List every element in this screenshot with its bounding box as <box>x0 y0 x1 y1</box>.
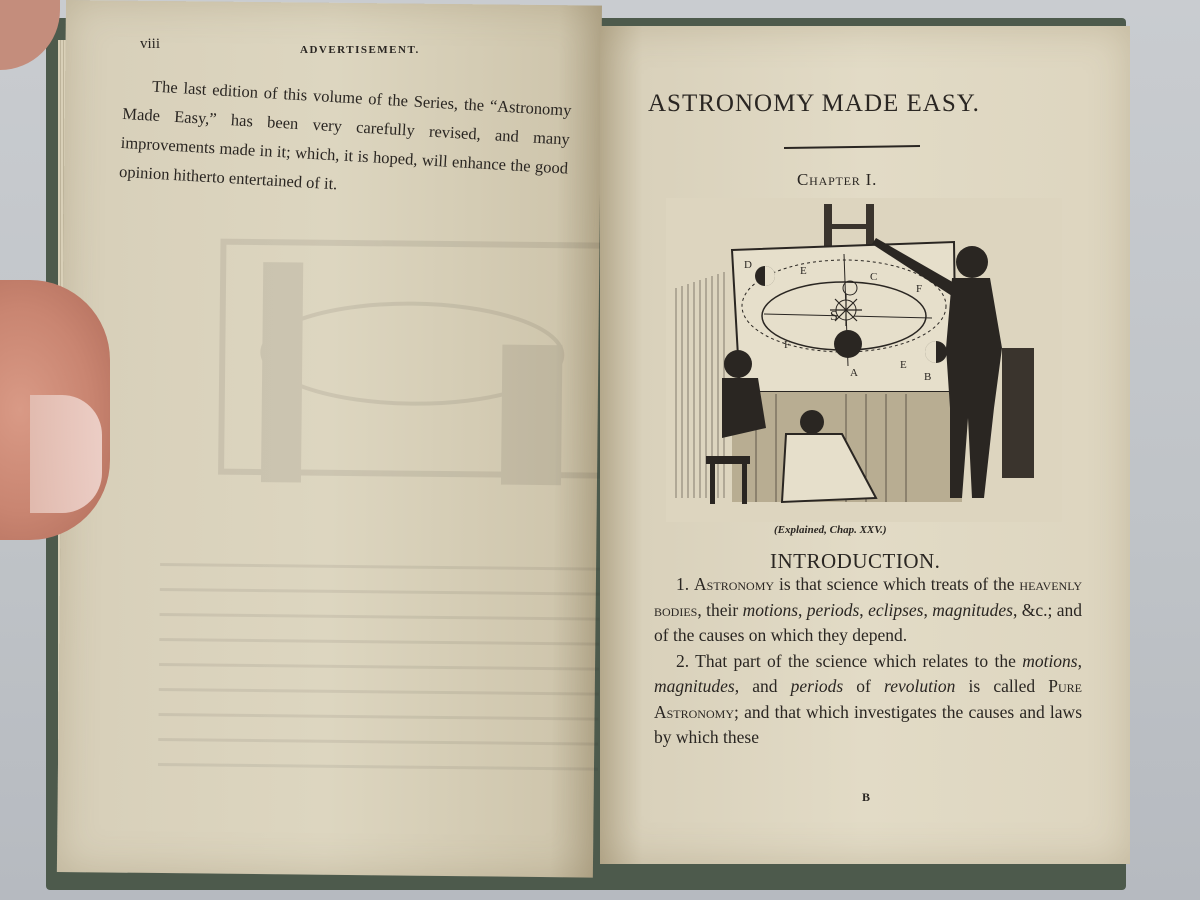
italic-term: periods <box>790 676 844 696</box>
italic-term: motions <box>742 599 799 620</box>
text-run: , <box>798 599 807 620</box>
text-run: , their <box>697 599 743 620</box>
text-run: , <box>1077 650 1082 671</box>
chapter-heading: Chapter I. <box>797 170 878 189</box>
text-run: , <box>923 599 933 620</box>
label-c: C <box>870 271 878 283</box>
term-heavenly-bodies: heavenly bodies <box>654 574 1082 620</box>
running-head: ADVERTISEMENT. <box>300 44 420 56</box>
text-run: , <box>859 599 869 620</box>
italic-term: magnitudes <box>654 676 735 696</box>
text-run: That part of the science which relates to the <box>689 650 1023 671</box>
term-astronomy: Astronomy <box>694 574 775 594</box>
italic-term: periods <box>806 599 860 620</box>
label-d: D <box>744 259 752 271</box>
show-through-illustration <box>201 221 624 525</box>
book-title: ASTRONOMY MADE EASY. <box>648 90 980 117</box>
italic-term: motions <box>1022 650 1078 671</box>
italic-term: revolution <box>884 676 956 696</box>
label-f-left: F <box>784 339 791 351</box>
show-through-text <box>158 541 601 793</box>
astronomy-lecture-engraving <box>666 198 1062 522</box>
illustration-caption: (Explained, Chap. XXV.) <box>774 524 887 536</box>
text-run: is that science which treats of the <box>774 574 1020 594</box>
introduction-text <box>654 572 1082 751</box>
text-run: , &c.; and of the causes on which they depend. <box>654 599 1083 645</box>
label-b: B <box>924 371 932 383</box>
label-f-right: F <box>916 283 923 295</box>
text-run: is called <box>955 676 1049 696</box>
thumbnail-nail <box>30 395 102 513</box>
paragraph-number: 2. <box>676 650 690 671</box>
label-e-top: E <box>800 265 807 277</box>
signature-mark: B <box>862 790 871 804</box>
paragraph-1 <box>654 572 1082 649</box>
paragraph-number: 1. <box>676 574 690 594</box>
page-number: viii <box>140 36 161 52</box>
term-pure-astronomy: Pure Astronomy <box>654 676 1082 722</box>
text-run: ; and that which investigates the causes and laws by which these <box>654 701 1082 747</box>
italic-term: magnitudes <box>932 599 1013 620</box>
advertisement-paragraph: The last edition of this volume of the Series, the “Astronomy Made Easy,” has been very carefully revised, and many improvements made in it; which, it is hoped, will enhance the good opinion hitherto entertained of it. <box>118 76 572 194</box>
label-a: A <box>850 367 858 379</box>
label-e-bottom: E <box>900 359 907 371</box>
section-heading: INTRODUCTION. <box>770 549 941 573</box>
italic-term: eclipses <box>868 599 924 620</box>
text-run: , and <box>734 676 791 696</box>
paragraph-2 <box>654 649 1082 751</box>
text-run: of <box>843 676 885 696</box>
label-s: S <box>830 309 838 324</box>
